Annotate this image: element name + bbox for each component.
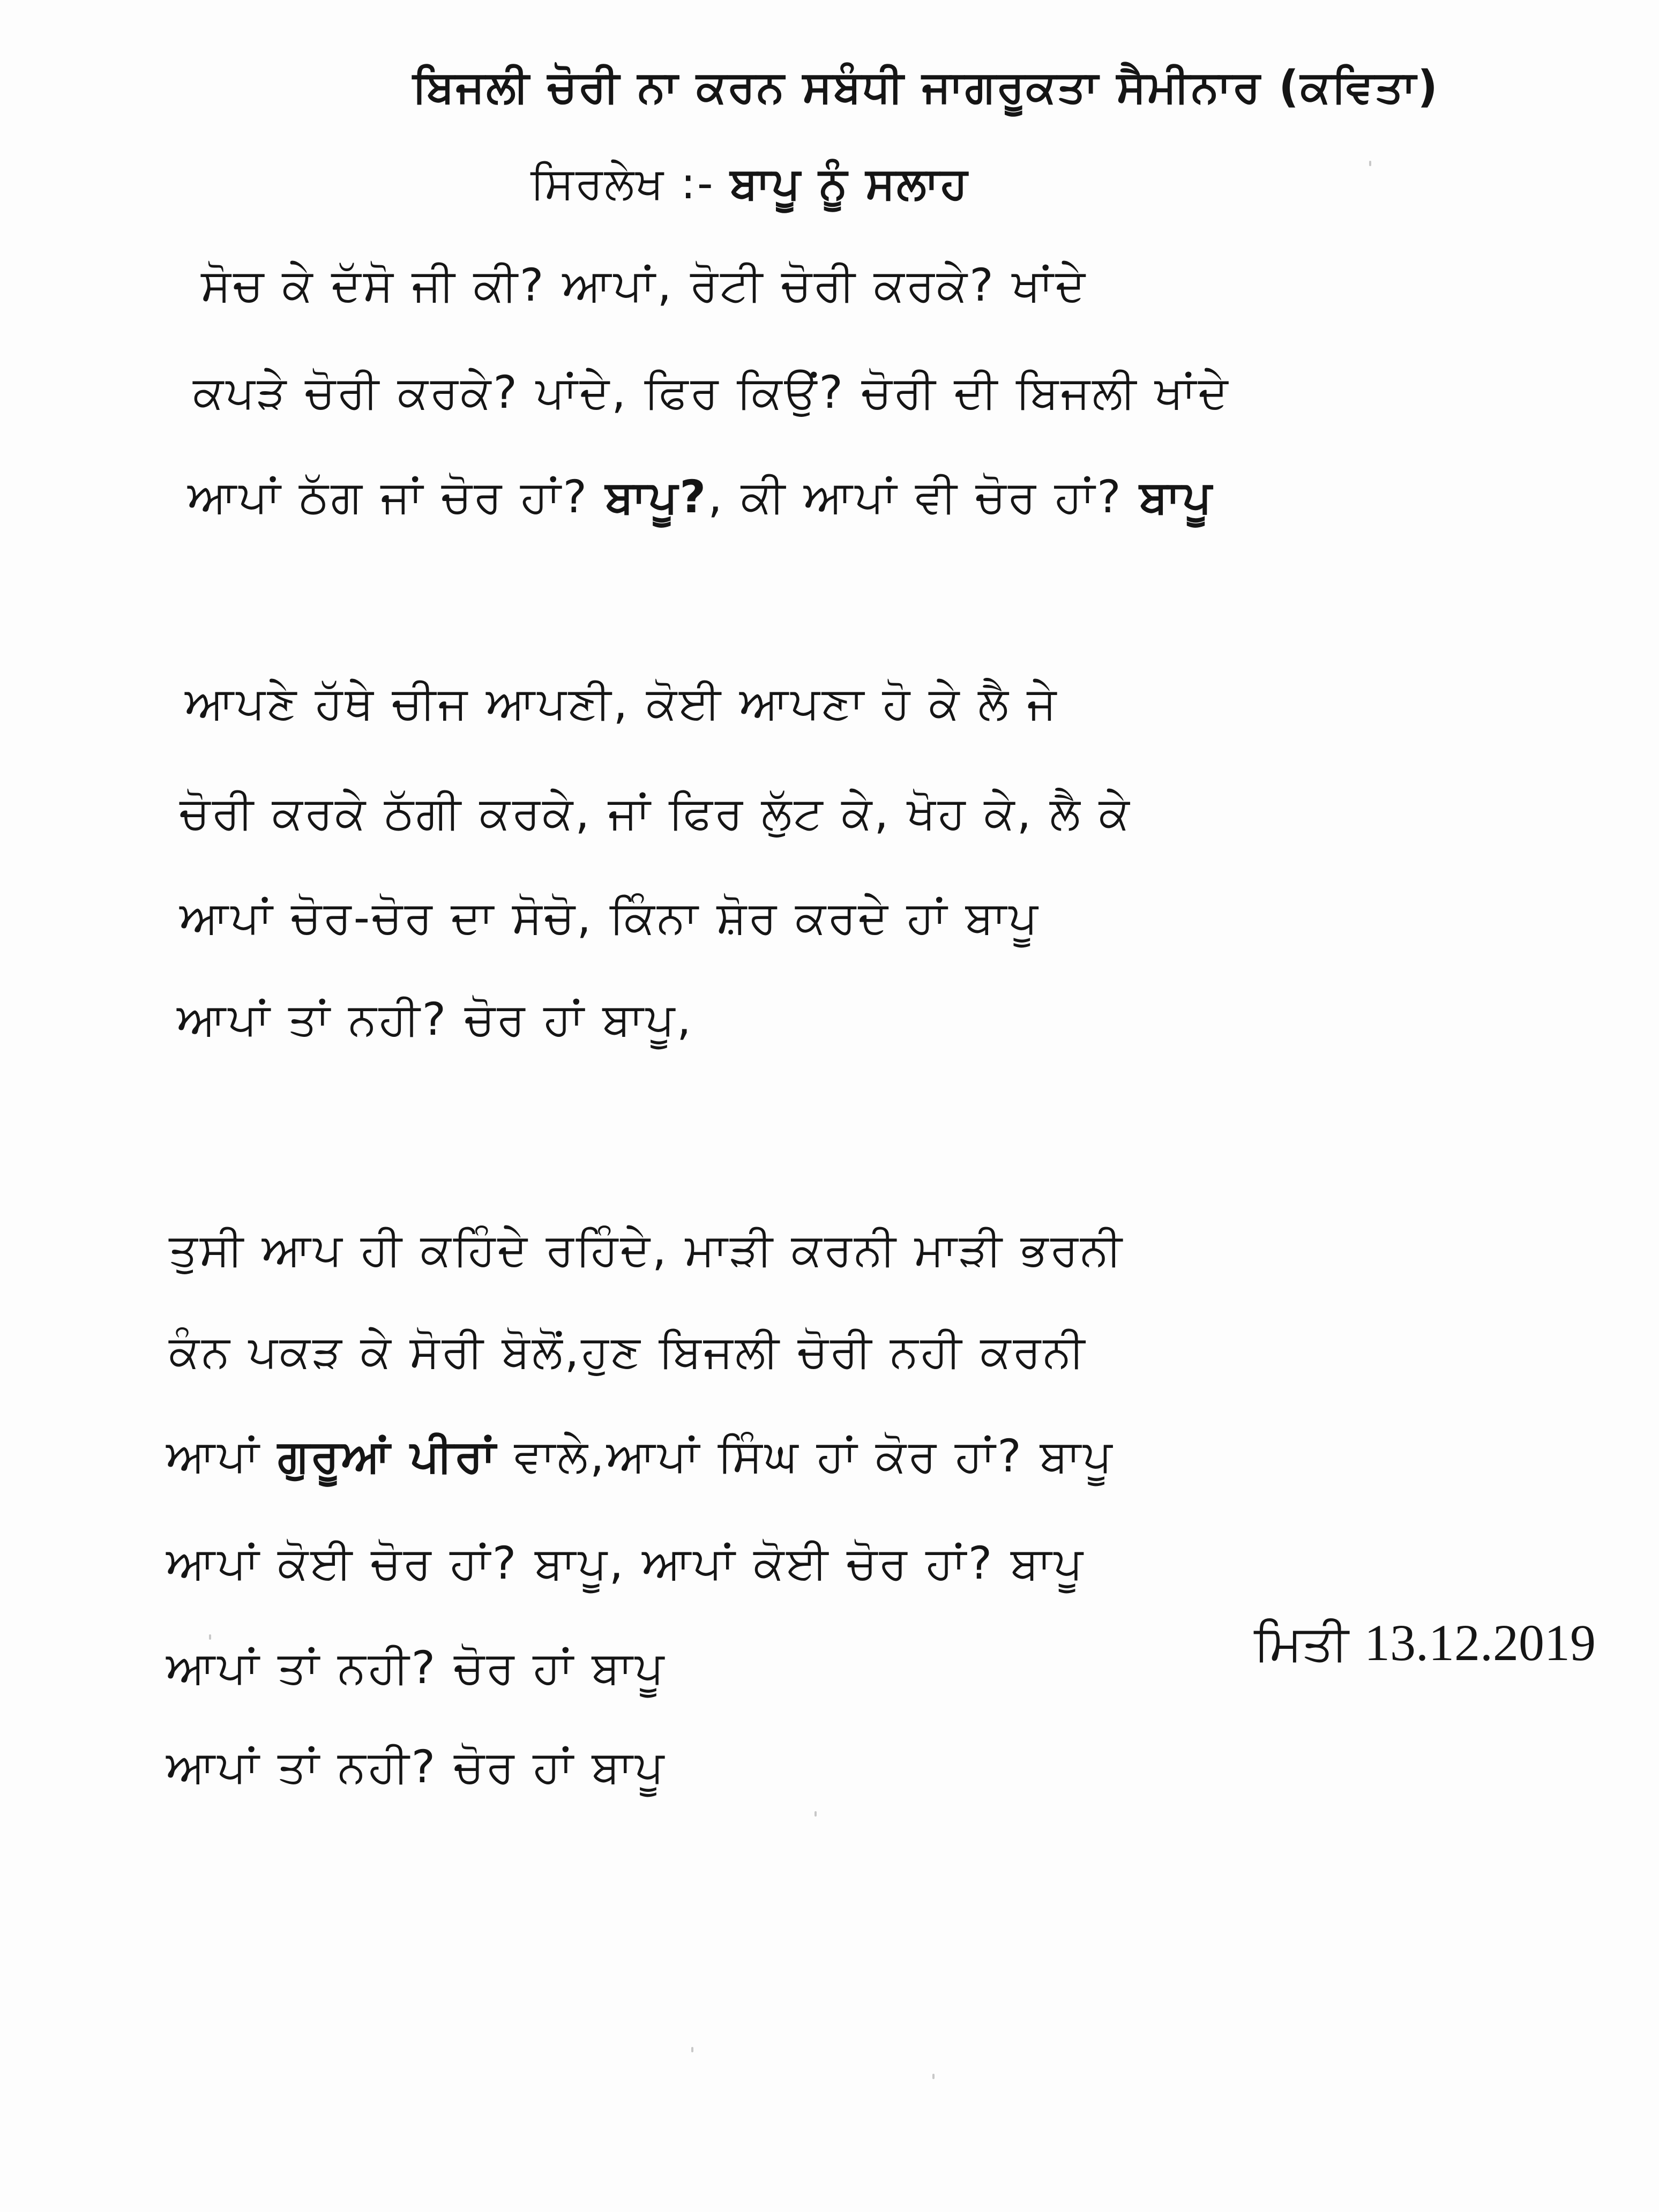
poem-title: ਬਿਜਲੀ ਚੋਰੀ ਨਾ ਕਰਨ ਸਬੰਧੀ ਜਾਗਰੂਕਤਾ ਸੈਮੀਨਾਰ (ਕਵਿਤਾ) bbox=[413, 62, 1439, 113]
stanza-1-line-3-end: ਬਾਪੂ bbox=[1139, 470, 1214, 523]
stanza-3-line-2: ਕੰਨ ਪਕੜ ਕੇ ਸੋਰੀ ਬੋਲੋਂ,ਹੁਣ ਬਿਜਲੀ ਚੋਰੀ ਨਹੀ ਕਰਨੀ bbox=[169, 1325, 1087, 1378]
scan-speck bbox=[209, 1634, 211, 1640]
stanza-2-line-3: ਆਪਾਂ ਚੋਰ-ਚੋਰ ਦਾ ਸੋਚੋ, ਕਿੰਨਾ ਸ਼ੋਰ ਕਰਦੇ ਹਾਂ ਬਾਪੂ bbox=[180, 891, 1040, 944]
stanza-2-line-1: ਆਪਣੇ ਹੱਥੇ ਚੀਜ ਆਪਣੀ, ਕੋਈ ਆਪਣਾ ਹੋ ਕੇ ਲੈ ਜੇ bbox=[185, 677, 1059, 729]
stanza-3-line-5: ਆਪਾਂ ਤਾਂ ਨਹੀ? ਚੋਰ ਹਾਂ ਬਾਪੂ bbox=[166, 1641, 666, 1694]
stanza-3-line-3-emphasis: ਗੁਰੂਆਂ ਪੀਰਾਂ bbox=[278, 1430, 498, 1482]
stanza-1-line-1: ਸੋਚ ਕੇ ਦੱਸੋ ਜੀ ਕੀ? ਆਪਾਂ, ਰੋਟੀ ਚੋਰੀ ਕਰਕੇ? ਖਾਂਦੇ bbox=[201, 259, 1088, 311]
stanza-1-line-3-part-2: , ਕੀ ਆਪਾਂ ਵੀ ਚੋਰ ਹਾਂ? bbox=[708, 470, 1123, 523]
stanza-3-line-3-part-2: ਵਾਲੇ,ਆਪਾਂ ਸਿੰਘ ਹਾਂ ਕੋਰ ਹਾਂ? ਬਾਪੂ bbox=[514, 1430, 1115, 1482]
poem-subtitle bbox=[530, 158, 969, 210]
date-label: ਮਿਤੀ bbox=[1254, 1615, 1349, 1672]
scan-speck bbox=[932, 2074, 935, 2079]
scan-speck bbox=[691, 2047, 693, 2052]
date-line bbox=[1254, 1613, 1596, 1673]
stanza-3-line-1: ਤੁਸੀ ਆਪ ਹੀ ਕਹਿੰਦੇ ਰਹਿੰਦੇ, ਮਾੜੀ ਕਰਨੀ ਮਾੜੀ ਭਰਨੀ bbox=[169, 1223, 1124, 1276]
stanza-1-line-2: ਕਪੜੇ ਚੋਰੀ ਕਰਕੇ? ਪਾਂਦੇ, ਫਿਰ ਕਿਉਂ? ਚੋਰੀ ਦੀ ਬਿਜਲੀ ਖਾਂਦੇ bbox=[193, 366, 1230, 419]
scan-speck bbox=[814, 1811, 817, 1817]
stanza-3-line-3 bbox=[166, 1430, 1115, 1482]
date-value: 13.12.2019 bbox=[1364, 1614, 1596, 1671]
scan-speck bbox=[1369, 161, 1371, 166]
stanza-1-line-3-emphasis: ਬਾਪੂ? bbox=[605, 470, 708, 523]
stanza-3-line-3-part-1: ਆਪਾਂ bbox=[166, 1430, 261, 1482]
subtitle-label: ਸਿਰਲੇਖ :- bbox=[530, 158, 715, 209]
stanza-3-line-4: ਆਪਾਂ ਕੋਈ ਚੋਰ ਹਾਂ? ਬਾਪੂ, ਆਪਾਂ ਕੋਈ ਚੋਰ ਹਾਂ? ਬਾਪੂ bbox=[166, 1537, 1085, 1589]
stanza-2-line-2: ਚੋਰੀ ਕਰਕੇ ਠੱਗੀ ਕਰਕੇ, ਜਾਂ ਫਿਰ ਲੁੱਟ ਕੇ, ਖੋਹ ਕੇ, ਲੈ ਕੇ bbox=[180, 787, 1132, 839]
stanza-3-line-6: ਆਪਾਂ ਤਾਂ ਨਹੀ? ਚੋਰ ਹਾਂ ਬਾਪੂ bbox=[166, 1740, 666, 1793]
stanza-1-line-3 bbox=[188, 470, 1214, 523]
subtitle-value: ਬਾਪੂ ਨੂੰ ਸਲਾਹ bbox=[730, 158, 969, 209]
stanza-1-line-3-part-1: ਆਪਾਂ ਠੱਗ ਜਾਂ ਚੋਰ ਹਾਂ? bbox=[188, 470, 589, 523]
stanza-2-line-4: ਆਪਾਂ ਤਾਂ ਨਹੀ? ਚੋਰ ਹਾਂ ਬਾਪੂ, bbox=[177, 993, 693, 1045]
